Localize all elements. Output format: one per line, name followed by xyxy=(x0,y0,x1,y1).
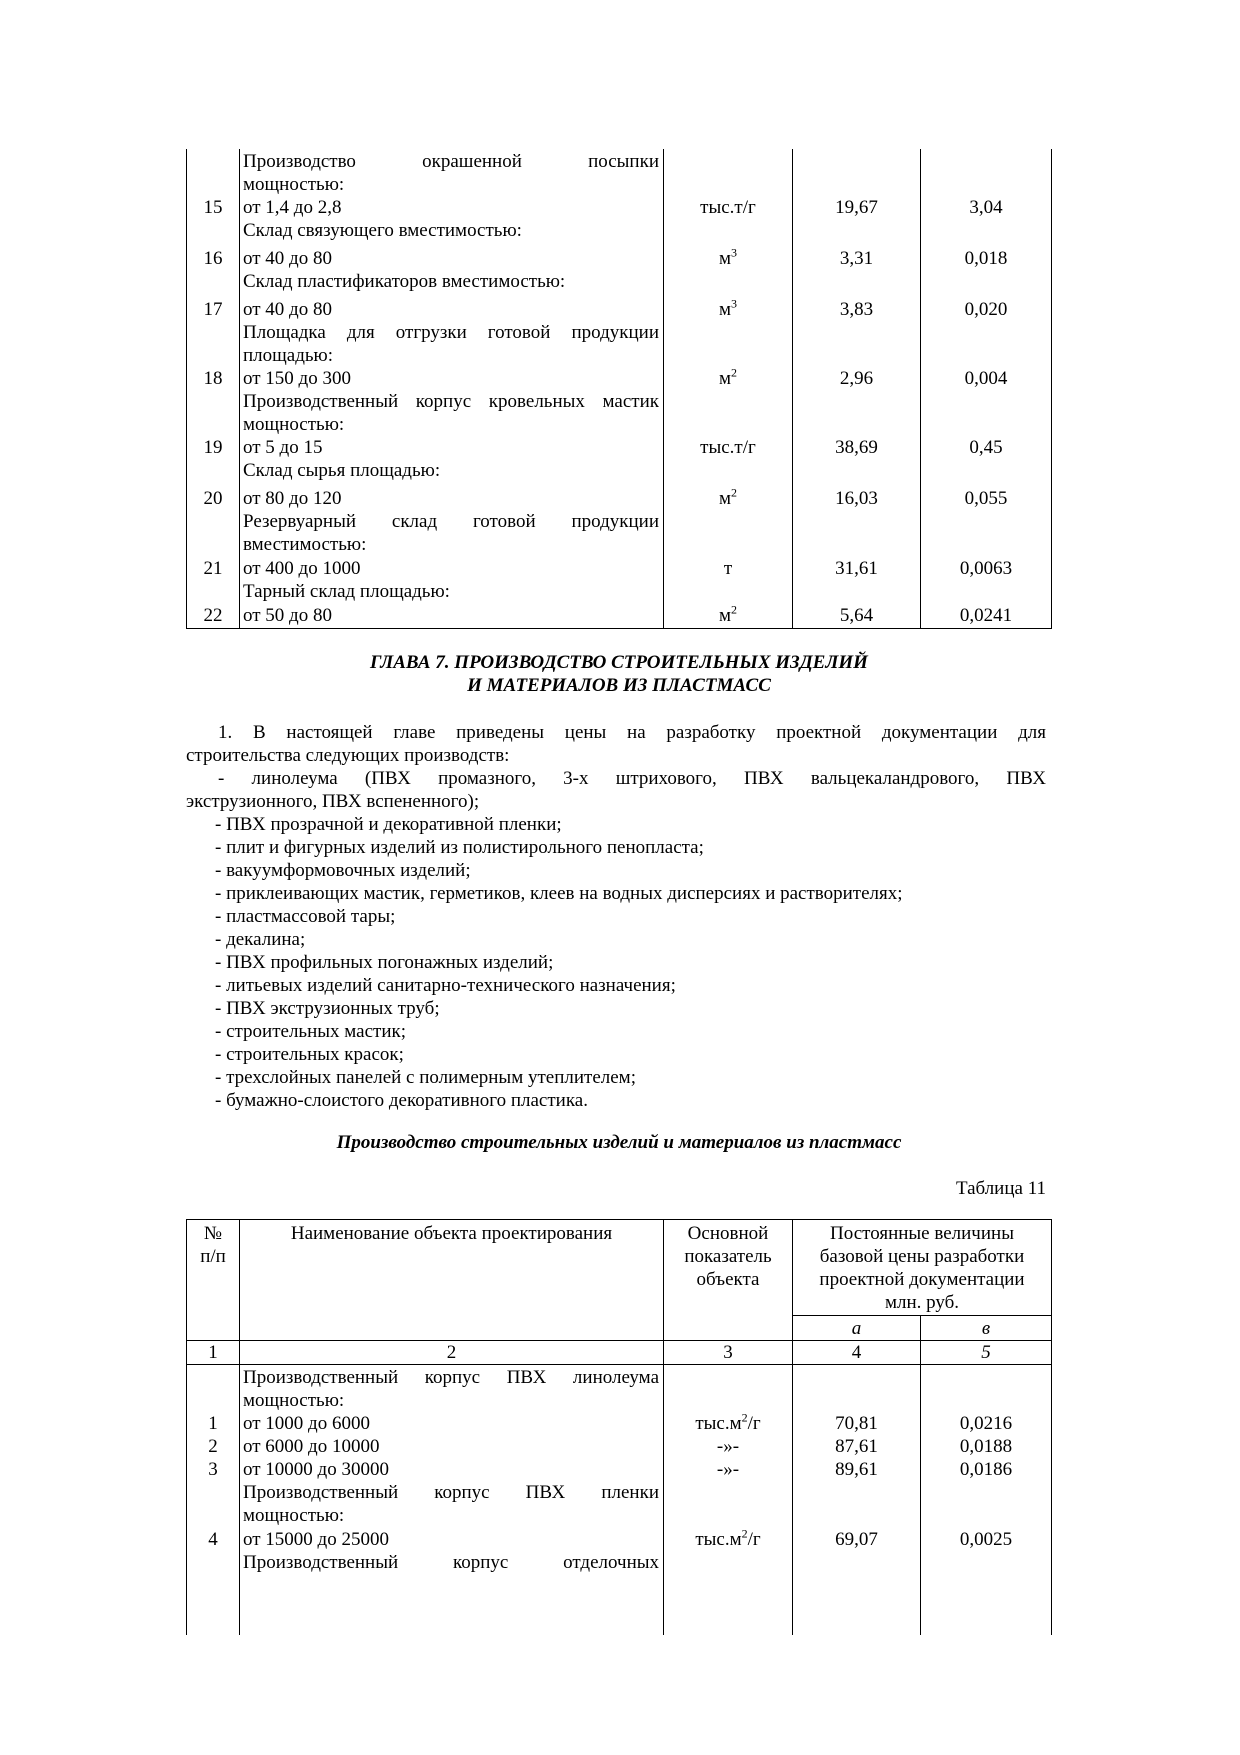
paragraph: 1. В настоящей главе приведены цены на разработку проектной документации для xyxy=(218,722,1046,743)
value-a: 16,03 xyxy=(835,488,878,509)
unit-cell: $тыс.м^2/г$ xyxy=(695,1410,761,1434)
list-item: экструзионного, ПВХ вспененного); xyxy=(186,791,480,812)
row-number: 20 xyxy=(203,488,223,509)
unit-cell: $м^2$ xyxy=(718,602,738,626)
list-item: - ПВХ профильных погонажных изделий; xyxy=(215,952,554,973)
unit-cell: $м^2$ xyxy=(718,485,738,509)
header-price: млн. руб. xyxy=(884,1292,960,1313)
value-a: 19,67 xyxy=(835,197,878,218)
list-item: - ПВХ экструзионных труб; xyxy=(215,998,440,1019)
list-item: - приклеивающих мастик, герметиков, клеев на водных дисперсиях и растворителях; xyxy=(215,883,903,904)
value-b: 0,0025 xyxy=(959,1529,1013,1550)
unit-cell: $м^3$ xyxy=(718,296,738,320)
object-name: Склад сырья площадью: xyxy=(243,460,441,481)
value-a: 87,61 xyxy=(835,1436,878,1457)
list-item: - бумажно-слоистого декоративного пластика. xyxy=(215,1090,588,1111)
value-a: 69,07 xyxy=(835,1529,878,1550)
value-b: 0,0241 xyxy=(959,605,1013,626)
top-table-border-right xyxy=(1051,149,1052,629)
unit-cell: -»- xyxy=(716,1436,740,1457)
header-price: базовой цены разработки xyxy=(819,1246,1025,1267)
object-name: Производственный корпус ПВХ линолеума xyxy=(243,1367,659,1388)
object-name: Производственный корпус ПВХ пленки xyxy=(243,1482,659,1503)
row-number: 1 xyxy=(208,1413,218,1434)
table-border-top xyxy=(186,1219,1052,1220)
value-a: 38,69 xyxy=(835,437,878,458)
capacity-range: от 400 до 1000 xyxy=(243,558,361,579)
object-name: Производственный корпус отделочных xyxy=(243,1552,659,1573)
value-b: 3,04 xyxy=(969,197,1003,218)
object-name: площадью: xyxy=(243,345,334,366)
column-number: 5 xyxy=(981,1342,991,1363)
row-number: 22 xyxy=(203,605,223,626)
subheader-b: в xyxy=(981,1318,991,1339)
object-name: вместимостью: xyxy=(243,534,367,555)
value-b: 0,45 xyxy=(969,437,1003,458)
list-item: - строительных красок; xyxy=(215,1044,404,1065)
value-b: 0,004 xyxy=(964,368,1008,389)
chapter-title: И МАТЕРИАЛОВ ИЗ ПЛАСТМАСС xyxy=(467,675,771,696)
capacity-range: от 40 до 80 xyxy=(243,248,332,269)
row-number: 16 xyxy=(203,248,223,269)
header-unit: Основной xyxy=(687,1223,769,1244)
value-a: 70,81 xyxy=(835,1413,878,1434)
value-b: 0,055 xyxy=(964,488,1008,509)
header-name: Наименование объекта проектирования xyxy=(290,1223,613,1244)
header-num: № xyxy=(203,1223,223,1244)
value-b: 0,0188 xyxy=(959,1436,1013,1457)
list-item: - плит и фигурных изделий из полистирольного пенопласта; xyxy=(215,837,704,858)
value-a: 5,64 xyxy=(839,605,874,626)
table-divider xyxy=(239,1219,240,1635)
capacity-range: от 1,4 до 2,8 xyxy=(243,197,342,218)
value-b: 0,0063 xyxy=(959,558,1013,579)
value-a: 3,83 xyxy=(839,299,874,320)
chapter-title: ГЛАВА 7. ПРОИЗВОДСТВО СТРОИТЕЛЬНЫХ ИЗДЕЛИЙ xyxy=(370,652,868,673)
unit-cell: $тыс.м^2/г$ xyxy=(695,1526,761,1550)
object-name: Производственный корпус кровельных мастик xyxy=(243,391,659,412)
row-number: 2 xyxy=(208,1436,218,1457)
list-item: - ПВХ прозрачной и декоративной пленки; xyxy=(215,814,562,835)
value-a: 89,61 xyxy=(835,1459,878,1480)
unit-cell: тыс.т/г xyxy=(700,437,756,458)
unit-cell: тыс.т/г xyxy=(700,197,756,218)
object-name: Площадка для отгрузки готовой продукции xyxy=(243,322,659,343)
capacity-range: от 5 до 15 xyxy=(243,437,323,458)
subheader-a: а xyxy=(851,1318,862,1339)
capacity-range: от 1000 до 6000 xyxy=(243,1413,370,1434)
object-name: Производство окрашенной посыпки xyxy=(243,151,659,172)
object-name: мощностью: xyxy=(243,1390,345,1411)
object-name: Склад связующего вместимостью: xyxy=(243,220,522,241)
column-number: 1 xyxy=(208,1342,218,1363)
capacity-range: от 50 до 80 xyxy=(243,605,332,626)
column-number: 2 xyxy=(446,1342,457,1363)
value-b: 0,0186 xyxy=(959,1459,1013,1480)
header-unit: показатель xyxy=(684,1246,772,1267)
paragraph: строительства следующих производств: xyxy=(186,745,510,766)
value-a: 3,31 xyxy=(839,248,874,269)
value-b: 0,018 xyxy=(964,248,1008,269)
section-title: Производство строительных изделий и материалов из пластмасс xyxy=(336,1132,902,1153)
row-number: 4 xyxy=(208,1529,218,1550)
header-price: проектной документации xyxy=(819,1269,1025,1290)
column-number: 4 xyxy=(851,1342,862,1363)
list-item: - литьевых изделий санитарно-технического назначения; xyxy=(215,975,676,996)
object-name: Резервуарный склад готовой продукции xyxy=(243,511,659,532)
row-number: 19 xyxy=(203,437,223,458)
top-table-border-bottom xyxy=(186,628,1052,629)
object-name: мощностью: xyxy=(243,414,345,435)
row-number: 17 xyxy=(203,299,223,320)
table-border-right xyxy=(1051,1219,1052,1635)
unit-cell: т xyxy=(723,558,733,579)
list-item: - линолеума (ПВХ промазного, 3-х штрихового, ПВХ вальцекаландрового, ПВХ xyxy=(218,768,1046,789)
object-name: мощностью: xyxy=(243,174,345,195)
object-name: мощностью: xyxy=(243,1505,345,1526)
value-a: 31,61 xyxy=(835,558,878,579)
value-b: 0,0216 xyxy=(959,1413,1013,1434)
row-number: 15 xyxy=(203,197,223,218)
unit-cell: $м^3$ xyxy=(718,245,738,269)
list-item: - трехслойных панелей с полимерным утеплителем; xyxy=(215,1067,636,1088)
header-unit: объекта xyxy=(696,1269,760,1290)
value-b: 0,020 xyxy=(964,299,1008,320)
object-name: Склад пластификаторов вместимостью: xyxy=(243,271,566,292)
unit-cell: -»- xyxy=(716,1459,740,1480)
capacity-range: от 10000 до 30000 xyxy=(243,1459,389,1480)
row-number: 18 xyxy=(203,368,223,389)
capacity-range: от 40 до 80 xyxy=(243,299,332,320)
list-item: - пластмассовой тары; xyxy=(215,906,396,927)
list-item: - декалина; xyxy=(215,929,306,950)
table-colnum-bottom xyxy=(186,1364,1052,1365)
capacity-range: от 150 до 300 xyxy=(243,368,351,389)
column-number: 3 xyxy=(723,1342,733,1363)
object-name: Тарный склад площадью: xyxy=(243,581,450,602)
value-a: 2,96 xyxy=(839,368,874,389)
list-item: - строительных мастик; xyxy=(215,1021,407,1042)
capacity-range: от 6000 до 10000 xyxy=(243,1436,380,1457)
table-subheader-line xyxy=(792,1315,1052,1316)
top-table-divider xyxy=(239,149,240,629)
header-price: Постоянные величины xyxy=(830,1223,1014,1244)
row-number: 21 xyxy=(203,558,223,579)
list-item: - вакуумформовочных изделий; xyxy=(215,860,471,881)
table-label: Таблица 11 xyxy=(955,1178,1046,1199)
row-number: 3 xyxy=(208,1459,218,1480)
header-num: п/п xyxy=(200,1246,226,1267)
unit-cell: $м^2$ xyxy=(718,365,738,389)
capacity-range: от 80 до 120 xyxy=(243,488,342,509)
capacity-range: от 15000 до 25000 xyxy=(243,1529,389,1550)
